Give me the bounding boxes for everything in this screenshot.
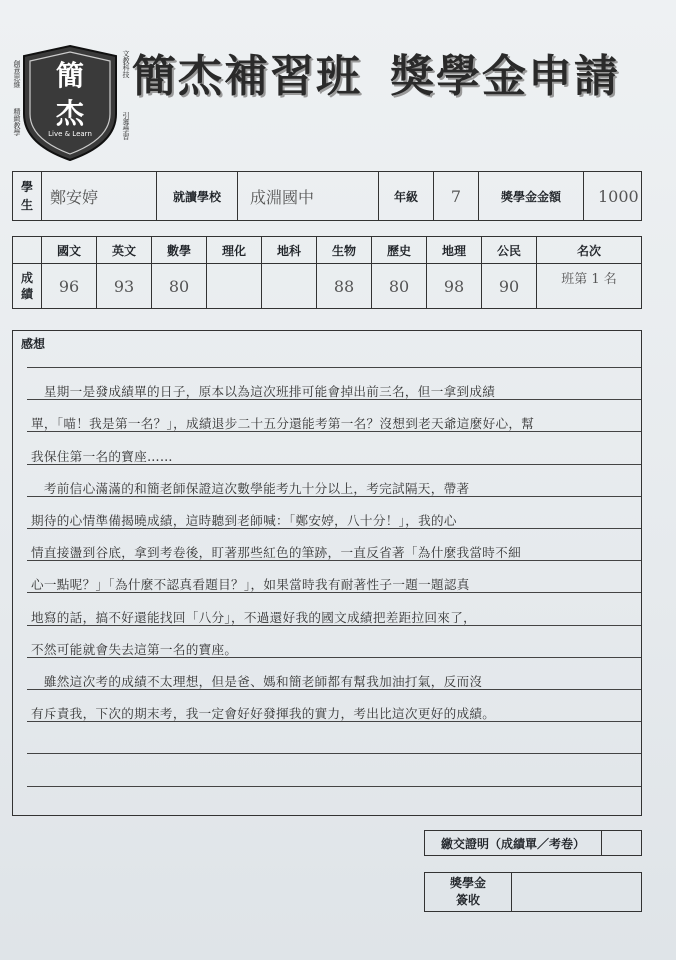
logo-char-bottom: 杰: [55, 97, 85, 130]
grade-label: 年級: [379, 172, 434, 221]
submission-proof-check: [602, 831, 642, 856]
essay-line: 情直接盪到谷底，拿到考卷後，盯著那些紅色的筆跡，一直反省著「為什麼我當時不細: [31, 545, 521, 561]
submission-proof-label: 繳交證明（成績單／考卷）: [425, 831, 602, 856]
logo-side-text-left-2: 精緻教學: [13, 108, 21, 136]
subject-header: 地科: [262, 237, 317, 264]
school-logo: [20, 44, 120, 162]
subject-header: 英文: [97, 237, 152, 264]
logo-side-text-left: 創意思維: [13, 60, 21, 88]
score-cell: [207, 264, 262, 309]
school-value: 成淵國中: [238, 172, 379, 221]
ruled-line: [27, 367, 641, 368]
score-cell: 93: [97, 264, 152, 309]
score-cell: 90: [482, 264, 537, 309]
score-cell: 80: [372, 264, 427, 309]
score-cell: 88: [317, 264, 372, 309]
rank-header: 名次: [537, 237, 642, 264]
reflection-section: [12, 330, 642, 816]
student-label: 學生: [13, 172, 42, 221]
subject-header: 數學: [152, 237, 207, 264]
essay-line: 期待的心情準備揭曉成績，這時聽到老師喊：「鄭安婷，八十分！」，我的心: [31, 513, 457, 528]
score-cell: 80: [152, 264, 207, 309]
page-title: [132, 40, 632, 104]
subject-header: 公民: [482, 237, 537, 264]
essay-line: 考前信心滿滿的和簡老師保證這次數學能考九十分以上，考完試隔天，帶著: [31, 480, 470, 496]
signature-field: [512, 873, 642, 912]
essay-line: 我保住第一名的寶座……: [31, 448, 173, 464]
amount-value: 1000: [584, 172, 642, 221]
logo-side-text-right-2: 引導學習: [122, 112, 130, 140]
subject-header: 理化: [207, 237, 262, 264]
ruled-line: [27, 753, 641, 754]
title-school: 簡杰補習班: [132, 51, 362, 102]
grades-row-label: 成績: [13, 264, 42, 309]
ruled-line: [27, 786, 641, 787]
score-cell: [262, 264, 317, 309]
amount-label: 獎學金金額: [479, 172, 584, 221]
logo-side-text-right: 文教科技: [122, 50, 130, 78]
student-name: 鄭安婷: [42, 172, 157, 221]
essay-line: 星期一是發成績單的日子，原本以為這次班排可能會掉出前三名，但一拿到成績: [31, 384, 496, 400]
score-cell: 96: [42, 264, 97, 309]
student-info-table: [12, 171, 642, 221]
essay-line: 心一點呢？」「為什麼不認真看題目？」，如果當時我有耐著性子一題一題認真: [31, 577, 470, 593]
subject-header: 地理: [427, 237, 482, 264]
score-cell: 98: [427, 264, 482, 309]
scholarship-signature-box: [424, 872, 642, 912]
subject-header: 生物: [317, 237, 372, 264]
essay-line: 有斥責我，下次的期末考，我一定會好好發揮我的實力，考出比這次更好的成績。: [31, 706, 496, 722]
essay-line: 地寫的話，搞不好還能找回「八分」，不過還好我的國文成績把差距拉回來了，: [31, 609, 476, 625]
essay-line: 不然可能就會失去這第一名的寶座。: [31, 641, 238, 657]
essay-line: 雖然這次考的成績不太理想，但是爸、媽和簡老師都有幫我加油打氣，反而沒: [31, 674, 483, 689]
school-label: 就讀學校: [157, 172, 238, 221]
signature-label-line1: 獎學金: [449, 876, 486, 890]
signature-label: [425, 873, 512, 912]
subject-header: 國文: [42, 237, 97, 264]
grades-table: [12, 236, 642, 309]
reflection-label: 感想: [21, 337, 46, 351]
logo-char-top: 簡: [55, 59, 85, 92]
subject-header: 歷史: [372, 237, 427, 264]
submission-proof-box: [424, 830, 642, 856]
rank-value: 班第 1 名: [537, 264, 642, 309]
title-form: 獎學金申請: [390, 51, 620, 102]
grade-value: 7: [434, 172, 479, 221]
essay-line: 單，「喵！我是第一名？」，成績退步二十五分還能考第一名？沒想到老天爺這麼好心，幫: [31, 416, 535, 432]
logo-tagline: Live & Learn: [48, 130, 92, 138]
signature-label-line2: 簽收: [455, 893, 480, 907]
